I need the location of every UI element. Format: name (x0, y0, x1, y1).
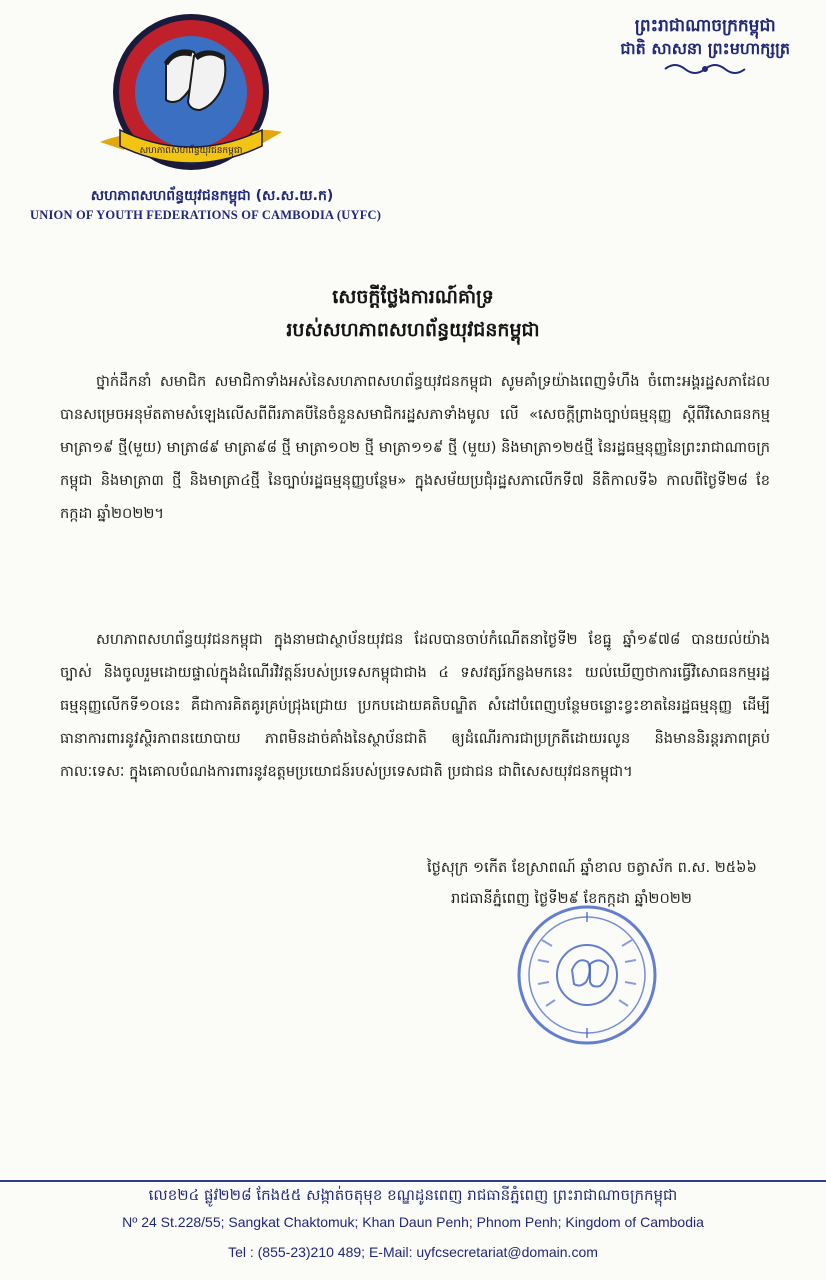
body-paragraph-2: សហភាពសហព័ន្ធយុវជនកម្ពុជា ក្នុងនាមជាស្ថាប័នយុវជន ដែលបានចាប់កំណើតនាថ្ងៃទី២ ខែធ្នូ ឆ្នាំ១៩៧៨ បានយល់យ៉ាងច្បាស់ និងចូលរួមដោយផ្ទាល់ក្នុងដំណើរវិវត្តន៍របស់ប្រទេសកម្ពុជាជាង ៤ ទសវត្សរ៍កន្លងមកនេះ យល់ឃើញថាការធ្វើវិសោធនកម្មរដ្ឋធម្មនុញ្ញលើកទី១០នេះ គឺជាការគិតគូរគ្រប់ជ្រុងជ្រោយ ប្រកបដោយគតិបណ្ឌិត សំដៅបំពេញបន្ថែមចន្លោះខ្វះខាតនៃរដ្ឋធម្មនុញ្ញ ដើម្បីធានាការពារនូវស្ថិរភាពនយោបាយ ភាពមិនដាច់គាំងនៃស្ថាប័នជាតិ ឲ្យដំណើរការជាប្រក្រតីដោយរលូន និងមាននិរន្តរភាពគ្រប់កាលៈទេសៈ ក្នុងគោលបំណងការពារនូវឧត្តមប្រយោជន៍របស់ប្រទេសជាតិ ប្រជាជន ជាពិសេសយុវជនកម្ពុជា។ (60, 631, 770, 780)
kingdom-header (620, 14, 790, 78)
lunar-date: ថ្ងៃសុក្រ ១កើត ខែស្រាពណ៍ ឆ្នាំខាល ចត្វាស័ក ព.ស. ២៥៦៦ (427, 859, 757, 876)
ornament-divider (620, 60, 790, 78)
footer-contact: Tel : (855-23)210 489; E-Mail: uyfcsecretariat@domain.com (228, 1244, 598, 1260)
body-paragraph-1: ថ្នាក់ដឹកនាំ សមាជិក សមាជិកាទាំងអស់នៃសហភាពសហព័ន្ធយុវជនកម្ពុជា សូមគាំទ្រយ៉ាងពេញទំហឹង ចំពោះអង្គរដ្ឋសភាដែលបានសម្រេចអនុម័តតាមសំឡេងលើសពីពីរភាគបីនៃចំនួនសមាជិករដ្ឋសភាទាំងមូល លើ «សេចក្ដីព្រាងច្បាប់ធម្មនុញ្ញ ស្ដីពីវិសោធនកម្មមាត្រា១៩ ថ្មី(មួយ) មាត្រា៨៩ មាត្រា៩៨ ថ្មី មាត្រា១០២ ថ្មី មាត្រា១១៩ ថ្មី (មួយ) និងមាត្រា១២៥ថ្មី នៃរដ្ឋធម្មនុញ្ញនៃព្រះរាជាណាចក្រកម្ពុជា និងមាត្រា៣ ថ្មី និងមាត្រា៤ថ្មី នៃច្បាប់រដ្ឋធម្មនុញ្ញបន្ថែម» ក្នុងសម័យប្រជុំរដ្ឋសភាលើកទី៧ នីតិកាលទី៦ កាលពីថ្ងៃទី២៨ ខែកក្កដា ឆ្នាំ២០២២។ (60, 373, 770, 522)
logo-ribbon-text: សហភាពសហព័ន្ធយុវជនកម្ពុជា (139, 146, 243, 156)
solar-date: រាជធានីភ្នំពេញ ថ្ងៃទី២៩ ខែកក្កដា ឆ្នាំ២០២២ (451, 890, 692, 907)
uyfc-logo (96, 12, 286, 182)
org-name-english: UNION OF YOUTH FEDERATIONS OF CAMBODIA (UYFC) (30, 208, 382, 222)
org-name-khmer: សហភាពសហព័ន្ធយុវជនកម្ពុជា (ស.ស.យ.ក) (90, 188, 334, 204)
document-title: សេចក្ដីថ្លែងការណ៍គាំទ្រ (332, 286, 494, 308)
footer-address-english: Nº 24 St.228/55; Sangkat Chaktomuk; Khan Daun Penh; Phnom Penh; Kingdom of Cambodia (122, 1214, 704, 1230)
official-seal (512, 900, 662, 1050)
footer-address-khmer: លេខ២៤ ផ្លូវ២២៨ កែង៥៥ សង្កាត់ចតុមុខ ខណ្ឌដូនពេញ រាជធានីភ្នំពេញ ព្រះរាជាណាចក្រកម្ពុជា (148, 1186, 678, 1204)
kingdom-name: ព្រះរាជាណាចក្រកម្ពុជា (634, 16, 776, 36)
footer-divider (0, 1180, 826, 1182)
national-motto: ជាតិ សាសនា ព្រះមហាក្សត្រ (620, 39, 790, 58)
document-subtitle: របស់សហភាពសហព័ន្ធយុវជនកម្ពុជា (286, 319, 540, 341)
